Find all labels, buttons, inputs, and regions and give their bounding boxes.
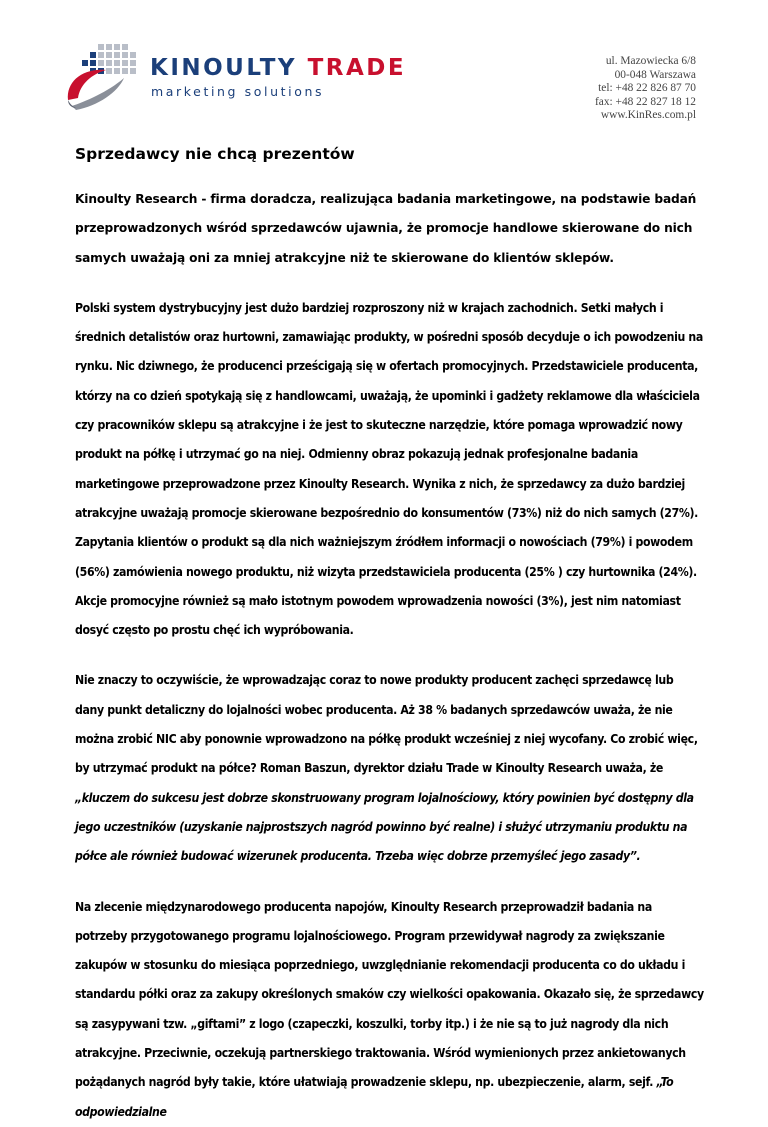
brand-name (150, 55, 406, 81)
expert-quote: „kluczem do sukcesu jest dobrze skonstruowany program lojalnościowy, który powinien być dostępny dla jego uczestników (uzyskanie najprostszych nagród powinno być realne) i służyć utrzymaniu produktu na półce ale również budować wizerunek producenta. Trzeba więc dobrze przemyśleć jego zasady”. (75, 790, 694, 864)
body-paragraph-2 (75, 666, 705, 871)
article (75, 144, 705, 1127)
company-logo[interactable] (62, 42, 407, 112)
brand-name-kinoulty: KINOULTY (150, 55, 308, 81)
article-title: Sprzedawcy nie chcą prezentów (75, 145, 355, 163)
swoosh-and-grid-logo-icon (62, 42, 152, 112)
contact-block (595, 55, 696, 123)
brand-name-trade: TRADE (307, 55, 407, 81)
website-link[interactable]: www.KinRes.com.pl (600, 109, 696, 122)
body-paragraph-3 (75, 893, 705, 1127)
letterhead (0, 0, 768, 130)
lead-paragraph: Kinoulty Research - firma doradcza, realizująca badania marketingowe, na podstawie badań przeprowadzonych wśród sprzedawców ujawnia, że promocje handlowe skierowane do nich samych uważają oni za mniej atrakcyjne niż te skierowane do klientów sklepów. (75, 192, 697, 265)
fax-number: fax: +48 22 827 18 12 (594, 95, 696, 108)
address-postal: 00-048 Warszawa (614, 68, 696, 81)
brand-tagline: marketing solutions (151, 84, 325, 99)
paragraph-3-text: Na zlecenie międzynarodowego producenta napojów, Kinoulty Research przeprowadził badania na potrzeby przygotowanego programu lojalnościowego. Program przewidywał nagrody za zwiększanie zakupów w stosunku do miesiąca poprzedniego, uwzględnianie rekomendacji producenta co do układu i standardu półki oraz za zakupy określonych smaków czy wielkości opakowania. Okazało się, że sprzedawcy są zasypywani tzw. „giftami” z logo (czapeczki, koszulki, torby itp.) i że nie są to już nagrody dla nich atrakcyjne. Przeciwnie, oczekują partnerskiego traktowania. Wśród wymienionych przez ankietowanych pożądanych nagród były takie, które ułatwiają prowadzenie sklepu, np. ubezpieczenie, alarm, sejf. (75, 899, 704, 1090)
body-paragraph-1: Polski system dystrybucyjny jest dużo bardziej rozproszony niż w krajach zachodnich. Setki małych i średnich detalistów oraz hurtowni, zamawiając produkty, w pośredni sposób decyduje o ich powodzeniu na rynku. Nic dziwnego, że producenci prześcigają się w ofertach promocyjnych. Przedstawiciele producenta, którzy na co dzień spotykają się z handlowcami, uważają, że upominki i gadżety reklamowe dla właściciela czy pracowników sklepu są atrakcyjne i że jest to skuteczne narzędzie, które pomaga wprowadzić nowy produkt na półkę i utrzymać go na niej. Odmienny obraz pokazują jednak profesjonalne badania marketingowe przeprowadzone przez Kinoulty Research. Wynika z nich, że sprzedawcy za dużo bardziej atrakcyjne uważają promocje skierowane bezpośrednio do konsumentów (73%) niż do nich samych (27%). Zapytania klientów o produkt są dla nich ważniejszym źródłem informacji o nowościach (79%) i powodem (56%) zamówienia nowego produktu, niż wizyta przedstawiciela producenta (25% ) czy hurtownika (24%). Akcje promocyjne również są mało istotnym powodem wprowadzenia nowości (3%), jest nim natomiast dosyć często po prostu chęć ich wypróbowania. (75, 300, 703, 638)
quote-start: „To odpowiedzialne (75, 1075, 674, 1119)
address-street: ul. Mazowiecka 6/8 (605, 55, 696, 67)
paragraph-2-text: Nie znaczy to oczywiście, że wprowadzając coraz to nowe produkty producent zachęci sprzedawcę lub dany punkt detaliczny do lojalności wobec producenta. Aż 38 % badanych sprzedawców uważa, że nie można zrobić NIC aby ponownie wprowadzono na półkę produkt wcześniej z niej wycofany. Co zrobić więc, by utrzymać produkt na półce? Roman Baszun, dyrektor działu Trade w Kinoulty Research uważa, że (75, 673, 698, 776)
phone-number: tel: +48 22 826 87 70 (598, 82, 696, 95)
